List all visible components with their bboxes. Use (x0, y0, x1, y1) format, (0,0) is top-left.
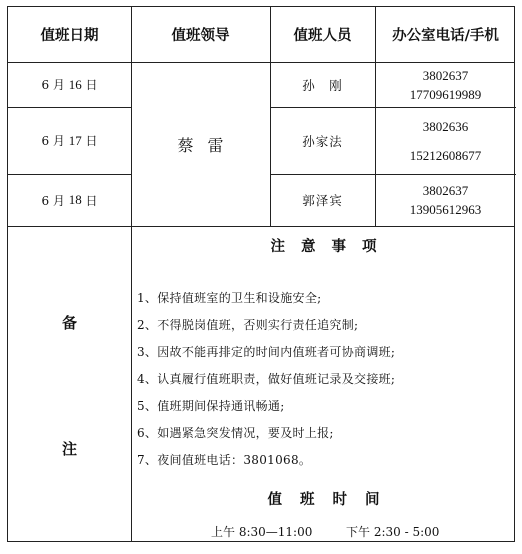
duty-phone: 3802637 13905612963 (409, 183, 482, 217)
remarks-label-top: 备 (61, 313, 77, 332)
header-phone: 办公室电话/手机 (392, 28, 499, 44)
afternoon-hours: 下午 2:30 - 5:00 (346, 525, 440, 539)
header-leader: 值班领导 (171, 28, 230, 44)
duty-date: 6 月 18 日 (41, 192, 98, 208)
note-item: 6、如遇紧急突发情况，要及时上报; (137, 426, 334, 440)
note-item: 4、认真履行值班职责，做好值班记录及交接班; (137, 372, 396, 386)
duty-staff: 孙家法 (302, 133, 343, 149)
header-date: 值班日期 (40, 28, 99, 44)
note-item: 3、因故不能再排定的时间内值班者可协商调班; (137, 345, 396, 359)
duty-staff: 郭泽宾 (302, 193, 343, 208)
note-item: 2、不得脱岗值班，否则实行责任追究制; (137, 318, 359, 332)
duty-date: 6 月 17 日 (41, 132, 98, 148)
header-staff: 值班人员 (293, 28, 352, 44)
morning-hours: 上午 8:30—11:00 (211, 525, 313, 539)
remarks-panel (131, 226, 516, 543)
note-item: 1、保持值班室的卫生和设施安全; (137, 291, 322, 305)
duty-leader: 蔡雷 (177, 135, 238, 155)
remarks-label-bottom: 注 (61, 439, 77, 458)
note-item: 7、夜间值班电话：3801068。 (137, 453, 312, 467)
duty-time-title: 值班时间 (267, 492, 398, 508)
notes-title: 注意事项 (270, 239, 393, 255)
duty-staff: 孙 刚 (302, 77, 343, 93)
duty-date: 6 月 16 日 (41, 76, 98, 92)
duty-phone: 3802636 15212608677 (409, 118, 482, 163)
note-item: 5、值班期间保持通讯畅通; (137, 399, 285, 413)
duty-phone: 3802637 17709619989 (409, 67, 482, 102)
duty-roster-table (7, 6, 515, 542)
